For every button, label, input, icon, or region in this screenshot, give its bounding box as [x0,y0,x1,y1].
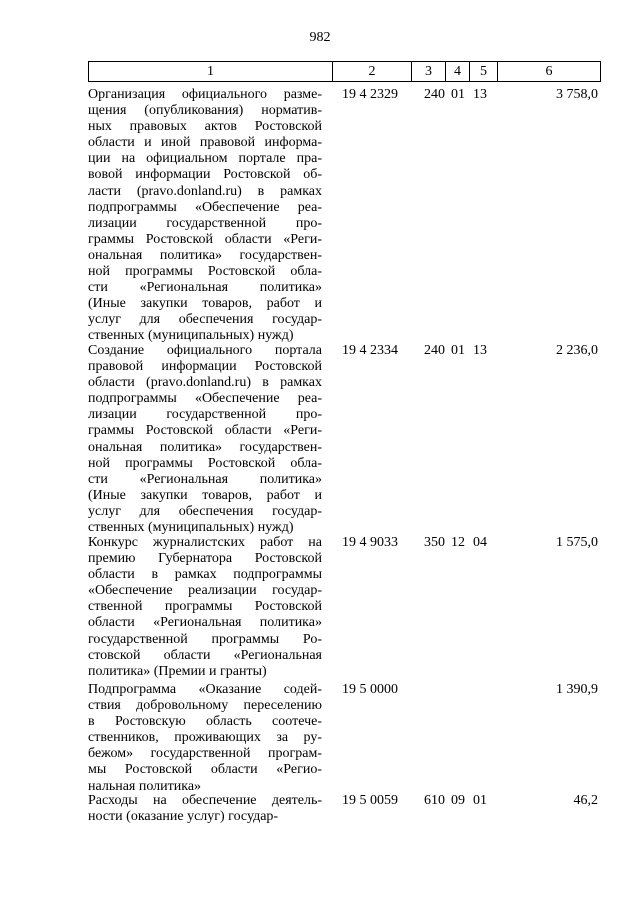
description-line: (Иные закупки товаров, работ и [88,296,322,312]
description-line: вовой информации Ростовской об- [88,167,322,183]
budget-table [88,61,601,825]
row-description [88,535,322,680]
description-line: ции на официальном портале пра- [88,151,322,167]
row-target-code: 19 4 2329 [342,87,398,102]
description-line: ональная политика» государствен- [88,439,322,455]
description-line: области (pravo.donland.ru) в рамках [88,375,322,391]
row-subsection-code: 13 [473,343,487,358]
page-number: 982 [309,30,331,45]
column-header-1: 1 [207,64,214,79]
row-target-code: 19 5 0000 [342,682,398,697]
row-subsection-code: 04 [473,535,487,550]
description-line: правовой информации Ростовской [88,359,322,375]
description-line: мы Ростовской области «Регио- [88,762,322,778]
column-header-5: 5 [469,62,497,81]
description-line: ственников, проживающих за ру- [88,730,322,746]
row-section-code: 09 [451,793,465,808]
row-description [88,87,322,345]
row-amount: 46,2 [573,793,598,808]
description-line: ональная политика» государствен- [88,247,322,263]
description-line: ственных (муниципальных) нужд) [88,520,294,536]
row-section-code: 01 [451,343,465,358]
description-line: ных правовых актов Ростовской [88,119,322,135]
column-header-2: 2 [332,62,411,81]
description-line: услуг для обеспечения государ- [88,503,322,519]
description-line: Создание официального портала [88,343,322,358]
description-line: бежом» государственной програм- [88,746,322,762]
description-line: премию Губернатора Ростовской [88,551,322,567]
row-expense-type: 610 [424,793,445,808]
row-description [88,343,322,536]
description-line: сти «Региональная политика» [88,280,322,296]
description-line: щения (опубликования) норматив- [88,103,322,119]
description-line: граммы Ростовской области «Реги- [88,231,322,247]
row-target-code: 19 5 0059 [342,793,398,808]
description-line: в Ростовскую область соотече- [88,714,322,730]
row-section-code: 12 [451,535,465,550]
row-amount: 1 390,9 [556,682,598,697]
description-line: сти «Региональная политика» [88,471,322,487]
description-line: ной программы Ростовской обла- [88,455,322,471]
description-line: лизации государственной про- [88,407,322,423]
description-line: граммы Ростовской области «Реги- [88,423,322,439]
row-description [88,682,322,795]
column-header-4: 4 [445,62,469,81]
description-line: Расходы на обеспечение деятель- [88,793,322,808]
description-line: ствия добровольному переселению [88,698,322,714]
row-amount: 1 575,0 [556,535,598,550]
description-line: ственных (муниципальных) нужд) [88,328,294,344]
description-line: подпрограммы «Обеспечение реа- [88,199,322,215]
description-line: области в рамках подпрограммы [88,567,322,583]
description-line: области «Региональная политика» [88,615,322,631]
description-line: ственной программы Ростовской [88,599,322,615]
row-amount: 3 758,0 [556,87,598,102]
description-line: «Обеспечение реализации государ- [88,583,322,599]
description-line: ности (оказание услуг) государ- [88,809,279,825]
table-header-row [88,61,601,82]
description-line: стовской области «Региональная [88,647,322,663]
row-amount: 2 236,0 [556,343,598,358]
description-line: Организация официального разме- [88,87,322,102]
row-target-code: 19 4 9033 [342,535,398,550]
row-subsection-code: 01 [473,793,487,808]
description-line: Конкурс журналистских работ на [88,535,322,550]
description-line: (Иные закупки товаров, работ и [88,487,322,503]
description-line: ной программы Ростовской обла- [88,264,322,280]
description-line: области и иной правовой информа- [88,135,322,151]
row-section-code: 01 [451,87,465,102]
description-line: политика» (Премии и гранты) [88,663,267,679]
description-line: ласти (pravo.donland.ru) в рамках [88,183,322,199]
description-line: нальная политика» [88,778,202,794]
column-header-3: 3 [411,62,445,81]
description-line: Подпрограмма «Оказание содей- [88,682,322,697]
description-line: лизации государственной про- [88,215,322,231]
row-description [88,793,322,825]
description-line: государственной программы Ро- [88,631,322,647]
row-expense-type: 240 [424,87,445,102]
column-header-6: 6 [497,62,600,81]
row-expense-type: 350 [424,535,445,550]
description-line: услуг для обеспечения государ- [88,312,322,328]
row-target-code: 19 4 2334 [342,343,398,358]
description-line: подпрограммы «Обеспечение реа- [88,391,322,407]
row-expense-type: 240 [424,343,445,358]
row-subsection-code: 13 [473,87,487,102]
